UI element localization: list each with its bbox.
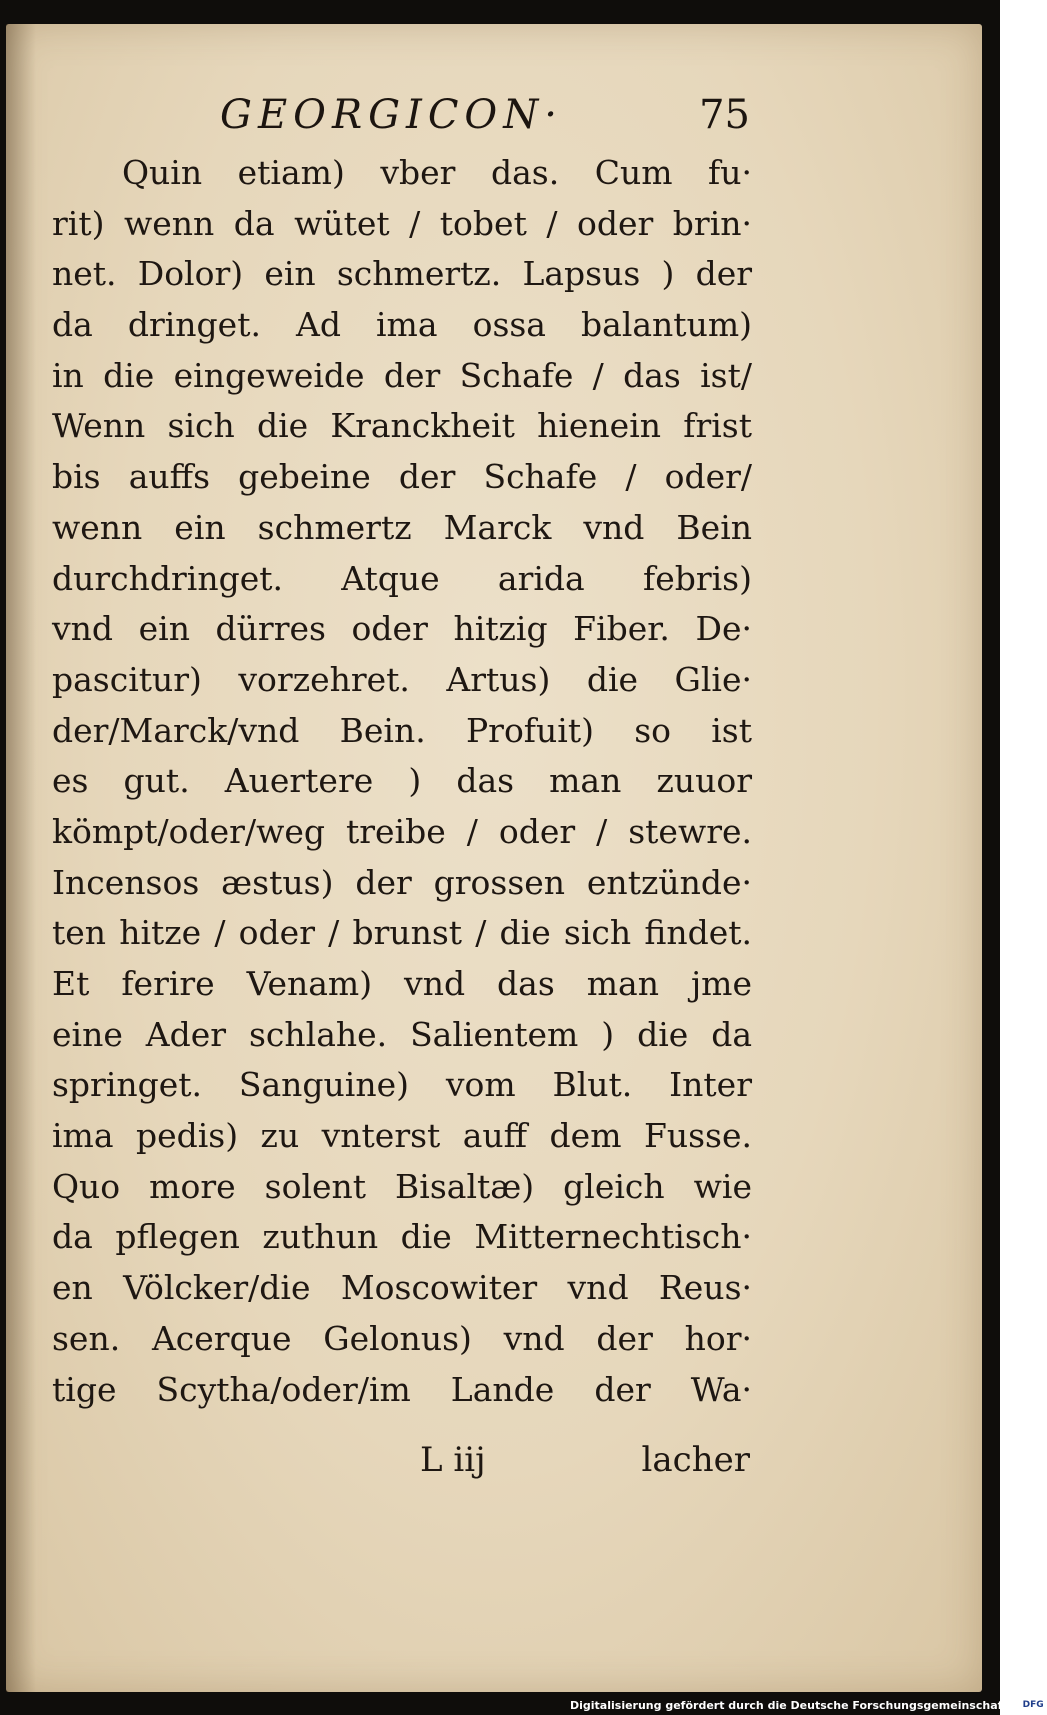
text-line: bis auffs gebeine der Schafe / oder/ — [52, 457, 752, 497]
text-line: springet. Sanguine) vom Blut. Inter — [52, 1065, 752, 1105]
text-line: eine Ader schlahe. Salientem ) die da — [52, 1014, 752, 1054]
text-line: tige Scytha/oder/im Lande der Wa· — [52, 1369, 752, 1409]
text-line: vnd ein dürres oder hitzig Fiber. De· — [52, 609, 752, 649]
text-line: ten hitze / oder / brunst / die sich findet. — [52, 913, 752, 953]
text-line: ima pedis) zu vnterst auff dem Fusse. — [52, 1116, 752, 1156]
text-line: der/Marck/vnd Bein. Profuit) so ist — [52, 710, 752, 750]
text-line: Wenn sich die Kranckheit hienein frist — [52, 406, 752, 446]
text-line: da pflegen zuthun die Mitternechtisch· — [52, 1217, 752, 1257]
body-text — [52, 148, 752, 1415]
page-number: 75 — [699, 92, 750, 138]
text-line: durchdringet. Atque arida febris) — [52, 558, 752, 598]
text-line: da dringet. Ad ima ossa balantum) — [52, 305, 752, 345]
digitization-credit — [570, 1697, 1047, 1713]
page-header — [210, 92, 750, 142]
text-line: rit) wenn da wütet / tobet / oder brin· — [52, 203, 752, 243]
credit-text: Digitalisierung gefördert durch die Deutsche Forschungsgemeinschaft · — [570, 1698, 1016, 1712]
text-line: in die eingeweide der Schafe / das ist/ — [52, 355, 752, 395]
gutter-shadow — [6, 24, 36, 1692]
text-line: pascitur) vorzehret. Artus) die Glie· — [52, 659, 752, 699]
text-line: sen. Acerque Gelonus) vnd der hor· — [52, 1318, 752, 1358]
text-line: en Völcker/die Moscowiter vnd Reus· — [52, 1268, 752, 1308]
text-line: net. Dolor) ein schmertz. Lapsus ) der — [52, 254, 752, 294]
text-line: Et ferire Venam) vnd das man jme — [52, 964, 752, 1003]
text-line: kömpt/oder/weg treibe / oder / stewre. — [52, 811, 752, 851]
text-line: Incensos æstus) der grossen entzünde· — [52, 862, 752, 902]
text-line: Quin etiam) vber das. Cum fu· — [122, 153, 752, 192]
running-head: GEORGICON· — [220, 92, 563, 138]
text-line: es gut. Auertere ) das man zuuor — [52, 761, 752, 801]
text-line: wenn ein schmertz Marck vnd Bein — [52, 507, 752, 547]
page-footer — [400, 1440, 750, 1490]
dfg-logo: DFG — [1020, 1699, 1047, 1711]
signature-mark: L iij — [420, 1440, 486, 1480]
text-line: Quo more solent Bisaltæ) gleich wie — [52, 1166, 752, 1206]
catchword: lacher — [641, 1440, 750, 1480]
